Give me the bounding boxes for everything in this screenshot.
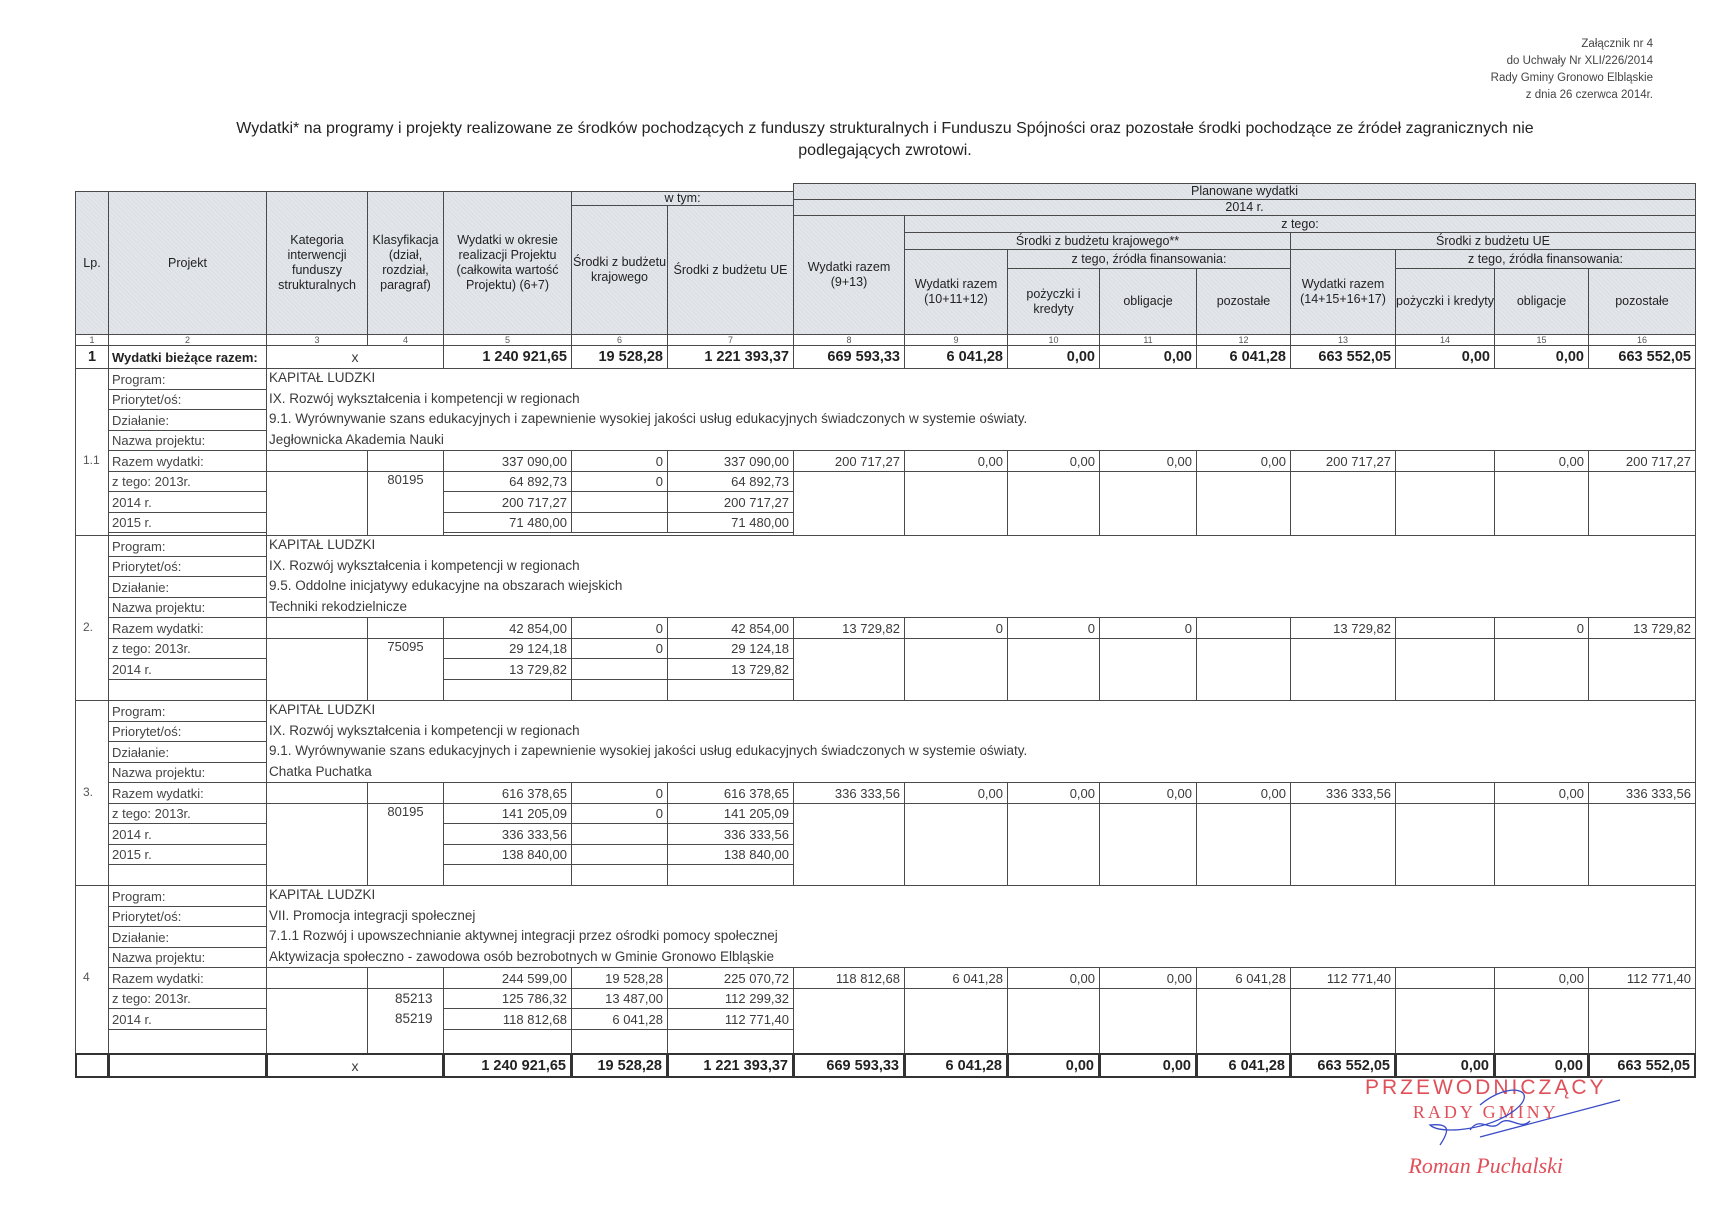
breakdown-empty xyxy=(1007,638,1100,701)
total-value: 19 528,28 xyxy=(571,1053,668,1078)
column-number: 13 xyxy=(1290,334,1396,346)
header-projekt: Projekt xyxy=(108,191,267,335)
column-number: 9 xyxy=(904,334,1008,346)
breakdown-empty xyxy=(1007,803,1100,886)
project-lp: 1.1 xyxy=(83,453,100,467)
project-priorytet: IX. Rozwój wykształcenia i kompetencji w regionach xyxy=(269,558,580,573)
razem-value xyxy=(1395,782,1495,804)
header-ue-razem: Wydatki razem (14+15+16+17) xyxy=(1290,249,1396,335)
breakdown-empty xyxy=(1196,803,1291,886)
row-label-y2014: 2014 r. xyxy=(108,658,267,680)
breakdown-empty xyxy=(1007,471,1100,536)
razem-value: 0 xyxy=(904,617,1008,639)
summary-value: 6 041,28 xyxy=(1196,345,1291,369)
project-program: KAPITAŁ LUDZKI xyxy=(269,370,376,385)
total-value: 1 221 393,37 xyxy=(667,1053,794,1078)
project-nazwa: Jegłownicka Akademia Nauki xyxy=(269,432,444,447)
breakdown-empty xyxy=(1290,988,1396,1054)
razem-value: 42 854,00 xyxy=(443,617,572,639)
year-value-y2014: 200 717,27 xyxy=(443,491,572,513)
klasyfikacja-value: 80195 xyxy=(367,471,444,536)
column-number: 12 xyxy=(1196,334,1291,346)
breakdown-empty xyxy=(1099,988,1197,1054)
year-value-y2013: 29 124,18 xyxy=(667,638,794,659)
breakdown-empty xyxy=(1196,471,1291,536)
header-kraj-razem: Wydatki razem (10+11+12) xyxy=(904,249,1008,335)
year-value-y2014: 336 333,56 xyxy=(667,823,794,845)
razem-value: 13 729,82 xyxy=(793,617,905,639)
header-kategoria: Kategoria interwencji funduszy strukturalnych xyxy=(266,191,368,335)
year-empty xyxy=(667,1029,794,1054)
razem-value: 0,00 xyxy=(1099,450,1197,472)
breakdown-empty xyxy=(1290,471,1396,536)
klasyfikacja-cell xyxy=(367,450,444,472)
summary-value: 0,00 xyxy=(1494,345,1589,369)
column-number: 8 xyxy=(793,334,905,346)
summary-x: x xyxy=(266,345,444,369)
razem-value xyxy=(1395,617,1495,639)
project-dzialanie: 9.1. Wyrównywanie szans edukacyjnych i zapewnienie wysokiej jakości usług edukacyjnych świadczonych w systemie oświaty. xyxy=(269,743,1028,758)
breakdown-empty xyxy=(1395,638,1495,701)
razem-value xyxy=(1395,967,1495,989)
project-nazwa: Chatka Puchatka xyxy=(269,764,372,779)
breakdown-empty xyxy=(1494,803,1589,886)
year-value-y2013: 125 786,32 xyxy=(443,988,572,1009)
breakdown-empty xyxy=(904,471,1008,536)
year-empty xyxy=(571,1029,668,1054)
total-value: 0,00 xyxy=(1395,1053,1495,1078)
total-value: 663 552,05 xyxy=(1290,1053,1396,1078)
year-empty xyxy=(667,679,794,701)
year-value-y2014: 118 812,68 xyxy=(443,1008,572,1030)
row-label-empty xyxy=(108,864,267,886)
razem-value: 200 717,27 xyxy=(1588,450,1696,472)
year-value-y2014: 13 729,82 xyxy=(667,658,794,680)
row-label-program: Program: xyxy=(108,700,267,722)
row-label-y2014: 2014 r. xyxy=(108,1008,267,1030)
year-value-y2014 xyxy=(571,491,668,513)
klasyfikacja-value: 75095 xyxy=(367,638,444,701)
year-value-y2014: 13 729,82 xyxy=(443,658,572,680)
stamp-council: RADY GMINY xyxy=(1412,1102,1559,1122)
razem-value: 336 333,56 xyxy=(1290,782,1396,804)
breakdown-empty xyxy=(1196,988,1291,1054)
klasyfikacja-2013: 85213 xyxy=(395,991,433,1006)
column-number: 14 xyxy=(1395,334,1495,346)
breakdown-empty xyxy=(1395,471,1495,536)
row-label-priorytet: Priorytet/oś: xyxy=(108,389,267,410)
razem-value: 42 854,00 xyxy=(667,617,794,639)
row-label-empty xyxy=(108,679,267,701)
project-nazwa: Aktywizacja społeczno - zawodowa osób bezrobotnych w Gminie Gronowo Elbląskie xyxy=(269,949,774,964)
razem-value: 19 528,28 xyxy=(571,967,668,989)
summary-value: 1 240 921,65 xyxy=(443,345,572,369)
razem-value: 0,00 xyxy=(1099,967,1197,989)
total-label xyxy=(108,1053,267,1078)
summary-value: 19 528,28 xyxy=(571,345,668,369)
header-z-tego: z tego: xyxy=(904,215,1696,233)
year-value-y2014: 6 041,28 xyxy=(571,1008,668,1030)
header-ue-obligacje: obligacje xyxy=(1494,268,1589,335)
breakdown-empty xyxy=(1395,803,1495,886)
row-label-program: Program: xyxy=(108,885,267,907)
year-value-y2014 xyxy=(571,658,668,680)
column-number: 7 xyxy=(667,334,794,346)
project-priorytet: IX. Rozwój wykształcenia i kompetencji w regionach xyxy=(269,723,580,738)
year-value-y2015: 138 840,00 xyxy=(667,844,794,865)
razem-value: 337 090,00 xyxy=(443,450,572,472)
kategoria-cell xyxy=(266,471,368,536)
year-value-y2014: 336 333,56 xyxy=(443,823,572,845)
breakdown-empty xyxy=(793,638,905,701)
total-value: 0,00 xyxy=(1494,1053,1589,1078)
row-label-z-tego_2013: z tego: 2013r. xyxy=(108,988,267,1009)
row-label-priorytet: Priorytet/oś: xyxy=(108,556,267,577)
annex-line-4: z dnia 26 czerwca 2014r. xyxy=(1525,89,1653,101)
project-lp: 4 xyxy=(83,970,90,984)
razem-value: 0 xyxy=(571,617,668,639)
total-value: 663 552,05 xyxy=(1588,1053,1696,1078)
razem-value: 0 xyxy=(1007,617,1100,639)
year-value-y2015 xyxy=(571,844,668,865)
year-value-y2013: 112 299,32 xyxy=(667,988,794,1009)
summary-value: 0,00 xyxy=(1395,345,1495,369)
razem-value: 225 070,72 xyxy=(667,967,794,989)
breakdown-empty xyxy=(1494,638,1589,701)
kategoria-cell xyxy=(266,638,368,701)
year-empty xyxy=(443,679,572,701)
row-label-dzialanie: Działanie: xyxy=(108,409,267,431)
total-value: 1 240 921,65 xyxy=(443,1053,572,1078)
razem-value: 112 771,40 xyxy=(1588,967,1696,989)
razem-value: 0 xyxy=(1099,617,1197,639)
project-priorytet: IX. Rozwój wykształcenia i kompetencji w regionach xyxy=(269,391,580,406)
year-value-y2015: 71 480,00 xyxy=(443,512,572,533)
column-number: 2 xyxy=(108,334,267,346)
razem-value: 0,00 xyxy=(1196,782,1291,804)
breakdown-empty xyxy=(1099,803,1197,886)
summary-label: Wydatki bieżące razem: xyxy=(108,345,267,369)
razem-value: 337 090,00 xyxy=(667,450,794,472)
kategoria-cell xyxy=(266,803,368,886)
project-lp: 2. xyxy=(83,620,94,634)
header-srodki-kraj: Środki z budżetu krajowego xyxy=(571,205,668,335)
breakdown-empty xyxy=(1395,988,1495,1054)
year-value-y2013: 64 892,73 xyxy=(667,471,794,492)
razem-value: 0,00 xyxy=(904,450,1008,472)
column-number: 15 xyxy=(1494,334,1589,346)
razem-value: 0,00 xyxy=(1494,967,1589,989)
annex-line-1: Załącznik nr 4 xyxy=(1581,38,1653,50)
summary-value: 6 041,28 xyxy=(904,345,1008,369)
year-value-y2015: 71 480,00 xyxy=(667,512,794,533)
razem-value: 616 378,65 xyxy=(667,782,794,804)
column-number: 3 xyxy=(266,334,368,346)
summary-value: 669 593,33 xyxy=(793,345,905,369)
summary-value: 0,00 xyxy=(1099,345,1197,369)
year-value-y2013: 0 xyxy=(571,471,668,492)
razem-value: 244 599,00 xyxy=(443,967,572,989)
header-kraj-obligacje: obligacje xyxy=(1099,268,1197,335)
header-ue-pozostale: pozostałe xyxy=(1588,268,1696,335)
razem-value: 0,00 xyxy=(1494,782,1589,804)
project-lp: 3. xyxy=(83,785,94,799)
klasyfikacja-cell xyxy=(367,782,444,804)
breakdown-empty xyxy=(793,803,905,886)
razem-value: 13 729,82 xyxy=(1588,617,1696,639)
header-klasyfikacja: Klasyfikacja (dział, rozdział, paragraf) xyxy=(367,191,444,335)
project-lp-cell xyxy=(75,535,109,701)
kategoria-cell xyxy=(266,988,368,1054)
razem-value: 6 041,28 xyxy=(904,967,1008,989)
signature-icon xyxy=(1420,1085,1640,1165)
title-line-2: podlegających zwrotowi. xyxy=(798,142,972,159)
row-label-razem: Razem wydatki: xyxy=(108,450,267,472)
razem-value: 200 717,27 xyxy=(1290,450,1396,472)
total-lp xyxy=(75,1053,109,1078)
total-value: 0,00 xyxy=(1099,1053,1197,1078)
breakdown-empty xyxy=(904,988,1008,1054)
year-empty xyxy=(571,864,668,886)
summary-value: 1 221 393,37 xyxy=(667,345,794,369)
year-value-y2015: 138 840,00 xyxy=(443,844,572,865)
header-wydatki-razem: Wydatki razem (9+13) xyxy=(793,215,905,335)
header-wydatki-okres: Wydatki w okresie realizacji Projektu (całkowita wartość Projektu) (6+7) xyxy=(443,191,572,335)
row-label-priorytet: Priorytet/oś: xyxy=(108,721,267,742)
year-empty xyxy=(667,864,794,886)
row-label-z-tego_2013: z tego: 2013r. xyxy=(108,471,267,492)
stamp-title: PRZEWODNICZĄCY xyxy=(1365,1076,1607,1099)
breakdown-empty xyxy=(904,803,1008,886)
stamp-name: Roman Puchalski xyxy=(1408,1153,1564,1178)
breakdown-empty xyxy=(1588,988,1696,1054)
razem-value: 616 378,65 xyxy=(443,782,572,804)
row-label-razem: Razem wydatki: xyxy=(108,782,267,804)
row-label-priorytet: Priorytet/oś: xyxy=(108,906,267,927)
project-dzialanie: 9.1. Wyrównywanie szans edukacyjnych i zapewnienie wysokiej jakości usług edukacyjnych świadczonych w systemie oświaty. xyxy=(269,411,1028,426)
kategoria-cell xyxy=(266,450,368,472)
header-w-tym: w tym: xyxy=(571,191,794,206)
column-number: 6 xyxy=(571,334,668,346)
razem-value: 0,00 xyxy=(1196,450,1291,472)
row-label-nazwa: Nazwa projektu: xyxy=(108,597,267,618)
project-program: KAPITAŁ LUDZKI xyxy=(269,537,376,552)
header-kraj-pozostale: pozostałe xyxy=(1196,268,1291,335)
row-label-dzialanie: Działanie: xyxy=(108,741,267,763)
year-value-y2014 xyxy=(571,823,668,845)
razem-value: 112 771,40 xyxy=(1290,967,1396,989)
razem-value: 0,00 xyxy=(1494,450,1589,472)
project-dzialanie: 7.1.1 Rozwój i upowszechnianie aktywnej integracji przez ośrodki pomocy społecznej xyxy=(269,928,778,943)
header-lp: Lp. xyxy=(75,191,109,335)
year-value-y2013: 13 487,00 xyxy=(571,988,668,1009)
razem-value: 13 729,82 xyxy=(1290,617,1396,639)
document-title xyxy=(120,118,1650,162)
summary-lp: 1 xyxy=(75,345,109,369)
breakdown-empty xyxy=(1290,803,1396,886)
razem-value: 336 333,56 xyxy=(1588,782,1696,804)
breakdown-empty xyxy=(1099,471,1197,536)
row-label-program: Program: xyxy=(108,368,267,390)
razem-value xyxy=(1395,450,1495,472)
header-ue-zrodla: z tego, źródła finansowania: xyxy=(1395,249,1696,269)
year-value-y2014: 112 771,40 xyxy=(667,1008,794,1030)
klasyfikacja-2014: 85219 xyxy=(395,1011,433,1026)
klasyfikacja-cell xyxy=(367,967,444,989)
row-label-dzialanie: Działanie: xyxy=(108,926,267,948)
project-priorytet: VII. Promocja integracji społecznej xyxy=(269,908,476,923)
column-number: 11 xyxy=(1099,334,1197,346)
row-label-nazwa: Nazwa projektu: xyxy=(108,430,267,451)
kategoria-cell xyxy=(266,782,368,804)
breakdown-empty xyxy=(793,471,905,536)
header-planowane: Planowane wydatki xyxy=(793,183,1696,200)
breakdown-empty xyxy=(1588,803,1696,886)
column-number: 5 xyxy=(443,334,572,346)
year-empty xyxy=(443,864,572,886)
column-number: 10 xyxy=(1007,334,1100,346)
annex-line-3: Rady Gminy Gronowo Elbląskie xyxy=(1490,72,1653,84)
total-value: 6 041,28 xyxy=(904,1053,1008,1078)
klasyfikacja-value: 80195 xyxy=(367,803,444,886)
razem-value: 118 812,68 xyxy=(793,967,905,989)
row-label-razem: Razem wydatki: xyxy=(108,617,267,639)
year-value-y2013: 0 xyxy=(571,803,668,824)
row-label-z-tego_2013: z tego: 2013r. xyxy=(108,638,267,659)
project-program: KAPITAŁ LUDZKI xyxy=(269,887,376,902)
row-label-y2015: 2015 r. xyxy=(108,844,267,865)
breakdown-empty xyxy=(1099,638,1197,701)
row-label-razem: Razem wydatki: xyxy=(108,967,267,989)
row-label-nazwa: Nazwa projektu: xyxy=(108,762,267,783)
breakdown-empty xyxy=(1007,988,1100,1054)
row-label-z-tego_2013: z tego: 2013r. xyxy=(108,803,267,824)
breakdown-empty xyxy=(1494,471,1589,536)
razem-value: 0,00 xyxy=(1007,782,1100,804)
header-ue-group: Środki z budżetu UE xyxy=(1290,232,1696,250)
razem-value: 336 333,56 xyxy=(793,782,905,804)
header-rok: 2014 r. xyxy=(793,199,1696,216)
razem-value: 6 041,28 xyxy=(1196,967,1291,989)
razem-value: 0 xyxy=(571,782,668,804)
row-label-dzialanie: Działanie: xyxy=(108,576,267,598)
summary-value: 0,00 xyxy=(1007,345,1100,369)
klasyfikacja-cell xyxy=(367,617,444,639)
total-value: 0,00 xyxy=(1007,1053,1100,1078)
expenditure-table xyxy=(75,183,1695,1080)
row-label-nazwa: Nazwa projektu: xyxy=(108,947,267,968)
row-label-program: Program: xyxy=(108,535,267,557)
summary-value: 663 552,05 xyxy=(1588,345,1696,369)
column-number: 1 xyxy=(75,334,109,346)
total-x: x xyxy=(266,1053,444,1078)
year-value-y2013: 29 124,18 xyxy=(443,638,572,659)
column-number: 16 xyxy=(1588,334,1696,346)
annex-header xyxy=(1491,36,1653,104)
column-number: 4 xyxy=(367,334,444,346)
year-empty xyxy=(443,1029,572,1054)
year-empty xyxy=(571,679,668,701)
row-label-y2014: 2014 r. xyxy=(108,823,267,845)
project-nazwa: Techniki rekodzielnicze xyxy=(269,599,408,614)
breakdown-empty xyxy=(1290,638,1396,701)
breakdown-empty xyxy=(1588,638,1696,701)
row-label-y2015: 2015 r. xyxy=(108,512,267,533)
summary-value: 663 552,05 xyxy=(1290,345,1396,369)
kategoria-cell xyxy=(266,967,368,989)
header-kraj-pozyczki: pożyczki i kredyty xyxy=(1007,268,1100,335)
kategoria-cell xyxy=(266,617,368,639)
breakdown-empty xyxy=(793,988,905,1054)
annex-line-2: do Uchwały Nr XLI/226/2014 xyxy=(1506,55,1653,67)
breakdown-empty xyxy=(1494,988,1589,1054)
razem-value: 0,00 xyxy=(1099,782,1197,804)
row-label-empty xyxy=(108,1029,267,1054)
razem-value: 0,00 xyxy=(1007,450,1100,472)
year-value-y2015 xyxy=(571,512,668,533)
title-line-1: Wydatki* na programy i projekty realizowane ze środków pochodzących z funduszy strukturalnych i Funduszu Spójności oraz pozostałe środki pochodzące ze źródeł zagranicznych nie xyxy=(236,120,1534,137)
razem-value: 0,00 xyxy=(1007,967,1100,989)
header-kraj-zrodla: z tego, źródła finansowania: xyxy=(1007,249,1291,269)
razem-value: 0,00 xyxy=(904,782,1008,804)
breakdown-empty xyxy=(1588,471,1696,536)
year-value-y2013: 141 205,09 xyxy=(667,803,794,824)
header-kraj-group: Środki z budżetu krajowego** xyxy=(904,232,1291,250)
year-value-y2014: 200 717,27 xyxy=(667,491,794,513)
razem-value: 200 717,27 xyxy=(793,450,905,472)
year-value-y2013: 0 xyxy=(571,638,668,659)
total-value: 669 593,33 xyxy=(793,1053,905,1078)
year-value-y2013: 141 205,09 xyxy=(443,803,572,824)
breakdown-empty xyxy=(1196,638,1291,701)
razem-value xyxy=(1196,617,1291,639)
header-srodki-ue: Środki z budżetu UE xyxy=(667,205,794,335)
row-label-y2014: 2014 r. xyxy=(108,491,267,513)
year-value-y2013: 64 892,73 xyxy=(443,471,572,492)
header-ue-pozyczki: pożyczki i kredyty xyxy=(1395,268,1495,335)
breakdown-empty xyxy=(904,638,1008,701)
project-lp-cell xyxy=(75,885,109,1054)
project-lp-cell xyxy=(75,368,109,536)
project-program: KAPITAŁ LUDZKI xyxy=(269,702,376,717)
razem-value: 0 xyxy=(571,450,668,472)
project-dzialanie: 9.5. Oddolne inicjatywy edukacyjne na obszarach wiejskich xyxy=(269,578,623,593)
razem-value: 0 xyxy=(1494,617,1589,639)
total-value: 6 041,28 xyxy=(1196,1053,1291,1078)
